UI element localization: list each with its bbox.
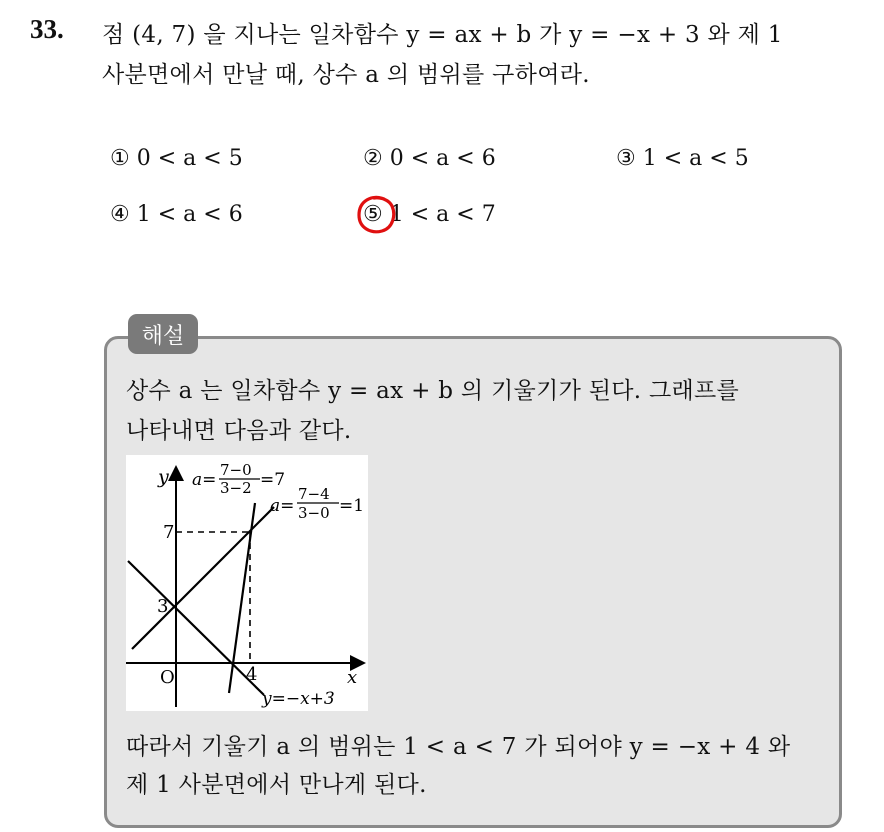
option-2-marker: ② xyxy=(363,146,383,171)
shallow-prefix: a= xyxy=(270,496,295,516)
steep-denominator: 3−2 xyxy=(220,479,252,497)
shallow-numerator: 7−4 xyxy=(298,485,330,503)
solution-line-1: 상수 a 는 일차함수 y = ax + b 의 기울기가 된다. 그래프를 xyxy=(126,378,740,404)
solution-tag: 해설 xyxy=(128,314,198,354)
option-2-text: 0 < a < 6 xyxy=(389,146,496,171)
origin-label: O xyxy=(160,667,175,688)
option-3-marker: ③ xyxy=(616,146,636,171)
line-equation-label: y=−x+3 xyxy=(262,689,335,709)
option-3-text: 1 < a < 5 xyxy=(642,146,749,171)
option-3[interactable] xyxy=(616,146,749,171)
steep-result: =7 xyxy=(260,470,286,490)
question-number: 33. xyxy=(30,14,64,44)
tick-4: 4 xyxy=(246,664,258,685)
option-2[interactable] xyxy=(363,146,496,171)
option-4-text: 1 < a < 6 xyxy=(136,202,243,227)
steep-numerator: 7−0 xyxy=(220,461,252,479)
solution-line-4: 제 1 사분면에서 만나게 된다. xyxy=(126,772,427,798)
answer-circle-mark xyxy=(354,193,398,237)
question-text-line-2: 사분면에서 만날 때, 상수 a 의 범위를 구하여라. xyxy=(102,62,590,88)
question-text-line-1: 점 (4, 7) 을 지나는 일차함수 y = ax + b 가 y = −x + 3 와 제 1 xyxy=(102,22,783,48)
solution-graph xyxy=(126,455,368,711)
option-4-marker: ④ xyxy=(110,202,130,227)
option-1-text: 0 < a < 5 xyxy=(136,146,243,171)
option-1[interactable] xyxy=(110,146,243,171)
solution-line-3: 따라서 기울기 a 의 범위는 1 < a < 7 가 되어야 y = −x + 4 와 xyxy=(126,734,791,760)
steep-prefix: a= xyxy=(192,470,217,490)
solution-line-2: 나타내면 다음과 같다. xyxy=(126,418,352,444)
y-axis-label: y xyxy=(158,466,169,488)
option-5-marker: ⑤ xyxy=(363,202,383,227)
line-shallow-slope-1 xyxy=(132,507,274,649)
option-5-text: 1 < a < 7 xyxy=(389,202,496,227)
option-4[interactable] xyxy=(110,202,243,227)
x-axis-label: x xyxy=(347,667,358,688)
shallow-denominator: 3−0 xyxy=(298,504,330,522)
option-1-marker: ① xyxy=(110,146,130,171)
tick-3: 3 xyxy=(157,596,169,617)
tick-7: 7 xyxy=(163,522,175,543)
shallow-result: =1 xyxy=(339,496,365,516)
